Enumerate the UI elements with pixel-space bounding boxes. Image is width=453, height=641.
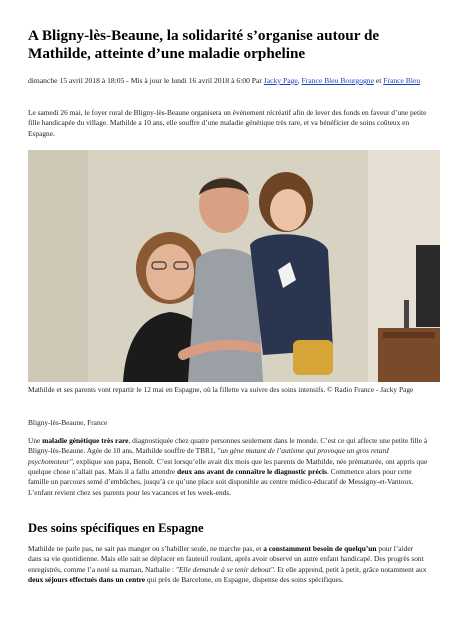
article-byline xyxy=(28,76,428,86)
article-dateline: Bligny-lès-Beaune, France xyxy=(28,418,108,427)
para1-quote: "un gène mutant de l’autisme qui provoque un gros retard psychomoteur" xyxy=(28,446,389,466)
para2-text-1: Mathilde ne parle pas, ne sait pas manger ou s’habiller seule, ne marche pas, et xyxy=(28,544,264,553)
paragraph-2 xyxy=(28,544,428,585)
byline-dates: dimanche 15 avril 2018 à 18:05 - Mis à jour le lundi 16 avril 2018 à 6:00 Par xyxy=(28,76,264,85)
author-link[interactable]: Jacky Page xyxy=(263,76,298,85)
para1-text-4: . Commence alors pour cette famille un parcours semé d’embûches, jusqu’à ce qu’une place soit disponible au centre médico-éducatif de Messigny-et-Vantoux. L’enfant revient chez ses parents pour les vacances et les week-ends. xyxy=(28,467,414,497)
article-photo xyxy=(28,150,440,382)
paragraph-1 xyxy=(28,436,428,498)
byline-and: et xyxy=(373,76,384,85)
para1-bold-1: maladie génétique très rare xyxy=(42,436,129,445)
section-title: Des soins spécifiques en Espagne xyxy=(28,521,204,535)
para1-text-2: , diagnostiquée chez quatre personnes seulement dans le monde. C’est ce qui affecte une petite fille à Bligny-lès-Beaune. Agée de 10 ans, Mathilde souffre de TBR1, xyxy=(28,436,428,456)
para1-text-1: Une xyxy=(28,436,43,445)
para2-text-3: . Et elle apprend, petit à petit, grâce notamment aux xyxy=(273,564,427,574)
para2-quote: "Elle demande à se tenir debout" xyxy=(175,564,274,574)
para2-text-2: pour l’aider dans sa vie quotidienne. Mais elle sait se déplacer en fauteuil roulant, après avoir observé un autre enfant handicapé. Des progrès sont enregistrés, comme l’a noté sa maman, Nathalie : xyxy=(28,544,424,574)
source-link-france-bleu[interactable]: France Bleu xyxy=(383,76,421,85)
para1-bold-2: deux ans avant de connaître le diagnostic précis xyxy=(177,467,327,477)
byline-separator: , xyxy=(297,76,302,85)
source-link-bourgogne[interactable]: France Bleu Bourgogne xyxy=(301,76,374,85)
article-title: A Bligny-lès-Beaune, la solidarité s’organise autour de Mathilde, atteinte d’une maladie orpheline xyxy=(28,27,380,62)
article-intro: Le samedi 26 mai, le foyer rural de Bligny-lès-Beaune organisera un événement récréatif afin de lever des fonds en faveur d’une petite fille handicapée du village. Mathilde a 10 ans, elle souffre d’une maladie génétique très rare, et va bénéficier de soins coûteux en Espagne. xyxy=(28,108,427,138)
para2-bold-2: deux séjours effectués dans un centre xyxy=(28,575,146,585)
para2-text-4: qui près de Barcelone, en Espagne, dispense des soins spécifiques. xyxy=(145,575,344,585)
family-photo-illustration xyxy=(28,150,440,382)
para1-text-3: , explique son papa, Benoît. C’est lorsqu’elle avait dix mois que les parents de Mathilde, née prématurée, ont appris que quelque chose n’allait pas. Mais il a fallu attendre xyxy=(28,456,428,477)
photo-caption: Mathilde et ses parents vont repartir le 12 mai en Espagne, où la fillette va suivre des soins intensifs. © Radio France - Jacky Page xyxy=(28,385,414,394)
para2-bold-1: a constamment besoin de quelqu’un xyxy=(263,544,377,553)
